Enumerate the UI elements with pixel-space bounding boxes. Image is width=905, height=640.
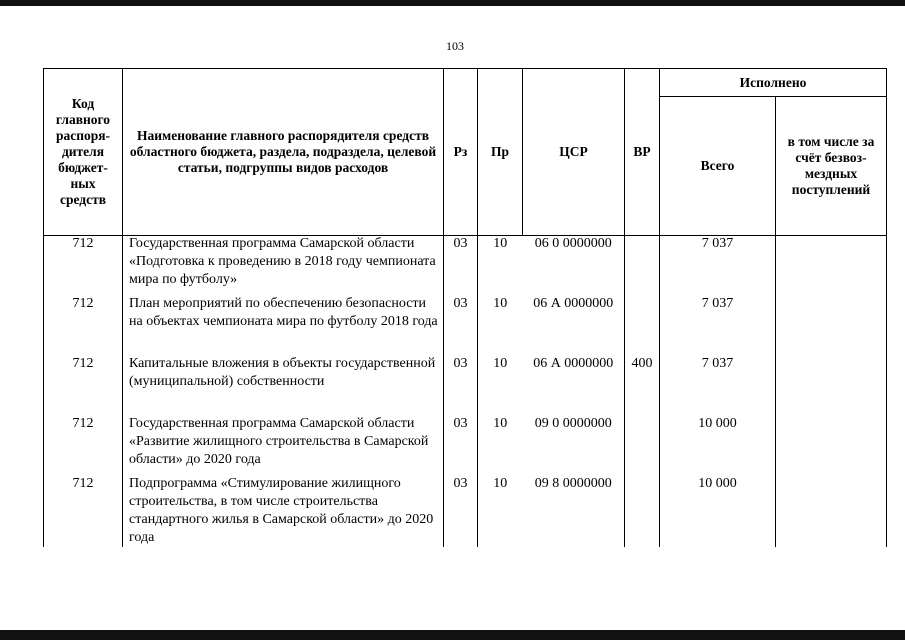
header-code: Код главного распоря-дителя бюджет-ных средств: [44, 69, 123, 236]
cell-pr: 10: [493, 296, 508, 311]
cell-code: 712: [44, 415, 123, 475]
table-row: [44, 235, 887, 295]
cell-rz: 03: [444, 475, 478, 547]
cell-rz: 03: [444, 415, 478, 475]
cell-pr: 10: [493, 236, 508, 251]
table-body: [43, 235, 887, 547]
header-rz: Рз: [444, 69, 478, 236]
cell-rz: 03: [444, 235, 478, 295]
cell-csr: 09 0 0000000: [523, 415, 625, 475]
page-number: 103: [446, 39, 464, 53]
cell-rz: 03: [444, 355, 478, 415]
cell-total: 7 037: [660, 235, 776, 295]
cell-vr: [625, 295, 660, 355]
cell-code: 712: [44, 235, 123, 295]
cell-csr: 09 8 0000000: [523, 475, 625, 547]
cell-name: План мероприятий по обеспечению безопасности на объектах чемпионата мира по футболу 2018 года: [123, 295, 444, 355]
cell-pr: 10: [493, 416, 508, 431]
cell-total: 7 037: [660, 355, 776, 415]
cell-gratuitous: [776, 355, 887, 415]
cell-total: 10 000: [660, 475, 776, 547]
header-csr: ЦСР: [523, 69, 625, 236]
cell-gratuitous: [776, 235, 887, 295]
cell-code: 712: [44, 295, 123, 355]
cell-csr: 06 0 0000000: [523, 235, 625, 295]
cell-gratuitous: [776, 475, 887, 547]
cell-name: Государственная программа Самарской области «Развитие жилищного строительства в Самарской области» до 2020 года: [123, 415, 444, 475]
cell-name: Государственная программа Самарской области «Подготовка к проведению в 2018 году чемпионата мира по футболу»: [123, 235, 444, 295]
table-row: [44, 475, 887, 547]
table-row: [44, 355, 887, 415]
table-row: [44, 295, 887, 355]
cell-vr: [625, 475, 660, 547]
header-total: Всего: [660, 97, 776, 236]
cell-vr: [625, 415, 660, 475]
scan-top-border: [0, 0, 905, 6]
cell-code: 712: [44, 355, 123, 415]
cell-total: 10 000: [660, 415, 776, 475]
header-vr: ВР: [625, 69, 660, 236]
header-executed: Исполнено: [660, 69, 887, 97]
table-row: [44, 415, 887, 475]
header-name: Наименование главного распорядителя средств областного бюджета, раздела, подраздела, целевой статьи, подгруппы видов расходов: [123, 69, 444, 236]
table-header: [43, 68, 887, 236]
header-pr: Пр: [478, 69, 523, 236]
cell-vr: [625, 235, 660, 295]
cell-code: 712: [44, 475, 123, 547]
cell-csr: 06 А 0000000: [523, 295, 625, 355]
cell-name: Подпрограмма «Стимулирование жилищного строительства, в том числе строительства стандартного жилья в Самарской области» до 2020 года: [123, 475, 444, 547]
cell-name: Капитальные вложения в объекты государственной (муниципальной) собственности: [123, 355, 444, 415]
cell-pr: 10: [493, 356, 508, 371]
cell-total: 7 037: [660, 295, 776, 355]
cell-gratuitous: [776, 295, 887, 355]
cell-rz: 03: [444, 295, 478, 355]
header-gratuitous: в том числе за счёт безвоз-мездных поступлений: [776, 97, 887, 236]
scan-bottom-border: [0, 630, 905, 640]
cell-csr: 06 А 0000000: [523, 355, 625, 415]
cell-pr: 10: [493, 476, 508, 491]
cell-gratuitous: [776, 415, 887, 475]
cell-vr: 400: [625, 355, 660, 415]
